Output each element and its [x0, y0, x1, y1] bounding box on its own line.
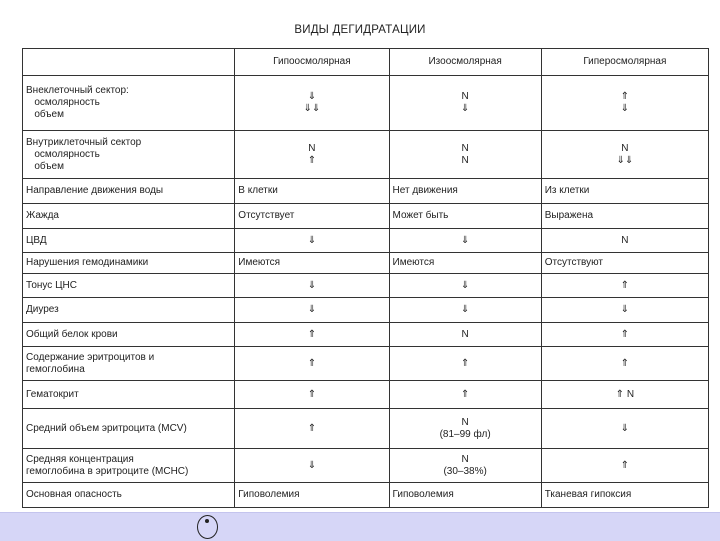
table-row	[23, 179, 709, 204]
row-value: Из клетки	[541, 179, 708, 204]
table-row	[23, 131, 709, 179]
table-row	[23, 323, 709, 347]
row-label: Общий белок крови	[23, 323, 235, 347]
row-label: Средняя концентрация гемоглобина в эритроците (MCHC)	[23, 449, 235, 483]
row-value: Имеются	[235, 253, 389, 274]
row-label: Направление движения воды	[23, 179, 235, 204]
row-value: ⇓	[541, 298, 708, 323]
row-label: Основная опасность	[23, 483, 235, 508]
row-value: Может быть	[389, 204, 541, 229]
table-row	[23, 347, 709, 381]
row-value: ⇑	[235, 409, 389, 449]
row-label: Жажда	[23, 204, 235, 229]
row-value: Гиповолемия	[389, 483, 541, 508]
row-value: N	[541, 229, 708, 253]
table-row	[23, 381, 709, 409]
row-value: ⇓	[235, 229, 389, 253]
row-value: N (30–38%)	[389, 449, 541, 483]
row-label: ЦВД	[23, 229, 235, 253]
row-value: ⇓	[389, 229, 541, 253]
row-value: Отсутствуют	[541, 253, 708, 274]
row-value: ⇓	[235, 449, 389, 483]
row-value: Имеются	[389, 253, 541, 274]
row-value: N ⇓⇓	[541, 131, 708, 179]
row-value: ⇓ ⇓⇓	[235, 76, 389, 131]
row-label: Содержание эритроцитов и гемоглобина	[23, 347, 235, 381]
table-row	[23, 274, 709, 298]
table-row	[23, 298, 709, 323]
row-value: N ⇑	[235, 131, 389, 179]
row-label: Внутриклеточный сектор осмолярность объем	[23, 131, 235, 179]
row-value: Гиповолемия	[235, 483, 389, 508]
row-value: ⇑	[235, 323, 389, 347]
circle-mark-icon	[197, 515, 218, 539]
row-label: Внеклеточный сектор: осмолярность объем	[23, 76, 235, 131]
table-row	[23, 76, 709, 131]
row-value: ⇑	[235, 381, 389, 409]
header-hyperosmolar: Гиперосмолярная	[541, 49, 708, 76]
table-body	[23, 76, 709, 508]
dehydration-types-table	[22, 48, 709, 508]
row-value: ⇑	[389, 347, 541, 381]
row-value: ⇓	[389, 298, 541, 323]
row-label: Гематокрит	[23, 381, 235, 409]
row-value: ⇑ ⇓	[541, 76, 708, 131]
header-hypoosmolar: Гипоосмолярная	[235, 49, 389, 76]
row-value: ⇓	[235, 298, 389, 323]
header-isoosmolar: Изоосмолярная	[389, 49, 541, 76]
row-label: Диурез	[23, 298, 235, 323]
table-row	[23, 229, 709, 253]
row-value: Тканевая гипоксия	[541, 483, 708, 508]
row-value: Отсутствует	[235, 204, 389, 229]
row-label: Тонус ЦНС	[23, 274, 235, 298]
row-value: Нет движения	[389, 179, 541, 204]
table-header-row	[23, 49, 709, 76]
row-value: ⇑	[541, 449, 708, 483]
row-value: ⇑	[389, 381, 541, 409]
row-value: N N	[389, 131, 541, 179]
table-row	[23, 449, 709, 483]
row-value: В клетки	[235, 179, 389, 204]
row-value: ⇓	[389, 274, 541, 298]
row-label: Средний объем эритроцита (MCV)	[23, 409, 235, 449]
row-value: ⇑ N	[541, 381, 708, 409]
header-cell-empty	[23, 49, 235, 76]
row-value: ⇑	[541, 274, 708, 298]
table-row	[23, 483, 709, 508]
row-value: N (81–99 фл)	[389, 409, 541, 449]
row-value: ⇑	[235, 347, 389, 381]
row-value: Выражена	[541, 204, 708, 229]
row-value: N ⇓	[389, 76, 541, 131]
row-value: ⇑	[541, 323, 708, 347]
row-value: ⇑	[541, 347, 708, 381]
bottom-band	[0, 512, 720, 541]
row-value: ⇓	[541, 409, 708, 449]
table-row	[23, 253, 709, 274]
page-title: ВИДЫ ДЕГИДРАТАЦИИ	[294, 24, 426, 36]
row-value: N	[389, 323, 541, 347]
row-label: Нарушения гемодинамики	[23, 253, 235, 274]
table-row	[23, 409, 709, 449]
row-value: ⇓	[235, 274, 389, 298]
table-row	[23, 204, 709, 229]
